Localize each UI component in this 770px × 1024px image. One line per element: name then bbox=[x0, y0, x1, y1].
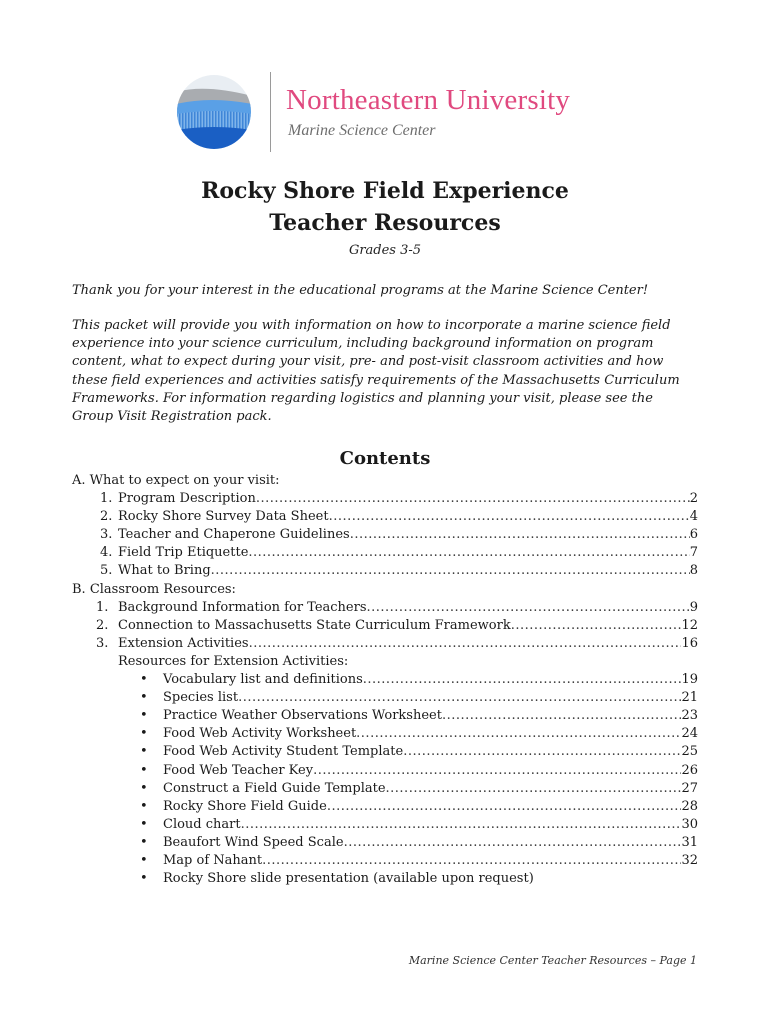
page-title-line2: Teacher Resources bbox=[269, 210, 501, 236]
toc-resource-entry[interactable] bbox=[72, 707, 698, 725]
toc-leader-dots bbox=[350, 526, 690, 544]
toc-leader-dots bbox=[511, 617, 682, 635]
toc-leader-dots bbox=[442, 707, 681, 725]
toc-entry-page: 25 bbox=[681, 744, 698, 760]
toc-resource-entry[interactable] bbox=[72, 798, 698, 816]
toc-entry-title: Teacher and Chaperone Guidelines bbox=[118, 527, 350, 543]
header-logo bbox=[176, 72, 606, 154]
toc-resource-entry[interactable] bbox=[72, 870, 698, 888]
toc-resource-entry[interactable] bbox=[72, 762, 698, 780]
toc-entry-number: 2. bbox=[96, 617, 109, 633]
toc-entry-page: 16 bbox=[681, 635, 698, 651]
toc-leader-dots bbox=[329, 508, 690, 526]
toc-resources-label: Resources for Extension Activities: bbox=[118, 653, 349, 669]
toc-entry-page: 6 bbox=[689, 527, 698, 543]
toc-entry-page: 27 bbox=[681, 780, 698, 796]
bullet-icon: • bbox=[140, 708, 148, 724]
table-of-contents bbox=[72, 472, 698, 888]
toc-section-b bbox=[72, 581, 698, 599]
toc-leader-dots bbox=[256, 490, 690, 508]
toc-entry-title: Extension Activities bbox=[118, 635, 249, 651]
bullet-icon: • bbox=[140, 672, 148, 688]
toc-entry-title: Species list bbox=[163, 690, 239, 706]
toc-entry-title: Food Web Teacher Key bbox=[163, 762, 314, 778]
toc-resource-entry[interactable] bbox=[72, 725, 698, 743]
bullet-icon: • bbox=[140, 852, 148, 868]
logo-divider bbox=[270, 72, 271, 152]
toc-entry-title: Rocky Shore Field Guide bbox=[163, 798, 327, 814]
toc-entry-page: 7 bbox=[689, 545, 698, 561]
toc-entry[interactable] bbox=[72, 544, 698, 562]
toc-entry-number: 4. bbox=[100, 545, 113, 561]
toc-leader-dots bbox=[248, 544, 689, 562]
marine-science-logo-icon bbox=[176, 74, 252, 150]
toc-leader-dots bbox=[241, 816, 682, 834]
toc-entry-page: 2 bbox=[689, 491, 698, 507]
toc-entry-page: 4 bbox=[689, 509, 698, 525]
toc-leader-dots bbox=[249, 635, 682, 653]
toc-entry-page: 31 bbox=[681, 834, 698, 850]
toc-leader-dots bbox=[327, 798, 682, 816]
toc-resource-entry[interactable] bbox=[72, 780, 698, 798]
toc-entry-page: 30 bbox=[681, 816, 698, 832]
toc-resources-heading bbox=[72, 653, 698, 671]
toc-entry-title: Connection to Massachusetts State Curriculum Framework bbox=[118, 617, 511, 633]
toc-leader-dots bbox=[344, 834, 682, 852]
toc-entry-title: Construct a Field Guide Template bbox=[163, 780, 386, 796]
bullet-icon: • bbox=[140, 762, 148, 778]
toc-entry-number: 2. bbox=[100, 509, 113, 525]
bullet-icon: • bbox=[140, 780, 148, 796]
grades-label: Grades 3-5 bbox=[348, 243, 422, 258]
toc-entry-title: Cloud chart bbox=[163, 816, 241, 832]
toc-resource-entry[interactable] bbox=[72, 834, 698, 852]
toc-entry-title: Beaufort Wind Speed Scale bbox=[163, 834, 344, 850]
toc-entry-number: 5. bbox=[100, 563, 113, 579]
toc-entry[interactable] bbox=[72, 635, 698, 653]
toc-resource-entry[interactable] bbox=[72, 816, 698, 834]
toc-entry-page: 26 bbox=[681, 762, 698, 778]
bullet-icon: • bbox=[140, 816, 148, 832]
toc-entry-title: Program Description bbox=[118, 491, 256, 507]
toc-entry-title: Rocky Shore slide presentation (available upon request) bbox=[163, 871, 534, 887]
bullet-icon: • bbox=[140, 834, 148, 850]
toc-entry-title: What to Bring bbox=[118, 563, 211, 579]
toc-entry-number: 3. bbox=[100, 527, 113, 543]
toc-leader-dots bbox=[403, 743, 681, 761]
bullet-icon: • bbox=[140, 744, 148, 760]
university-name: Northeastern University bbox=[286, 84, 571, 116]
toc-entry-page: 24 bbox=[681, 726, 698, 742]
toc-entry-title: Food Web Activity Worksheet bbox=[163, 726, 357, 742]
toc-entry-number: 1. bbox=[100, 491, 113, 507]
toc-entry-page: 19 bbox=[681, 672, 698, 688]
bullet-icon: • bbox=[140, 871, 148, 887]
bullet-icon: • bbox=[140, 726, 148, 742]
contents-heading: Contents bbox=[339, 448, 431, 469]
toc-section-a bbox=[72, 472, 698, 490]
toc-entry-number: 3. bbox=[96, 635, 109, 651]
toc-entry-page: 28 bbox=[681, 798, 698, 814]
toc-entry-page: 21 bbox=[681, 690, 698, 706]
toc-section-a-label: A. What to expect on your visit: bbox=[72, 473, 280, 488]
intro-paragraph-thanks: Thank you for your interest in the educational programs at the Marine Science Center! bbox=[72, 283, 649, 298]
toc-entry[interactable] bbox=[72, 508, 698, 526]
center-name: Marine Science Center bbox=[288, 122, 436, 139]
toc-entry[interactable] bbox=[72, 599, 698, 617]
page-title-line1: Rocky Shore Field Experience bbox=[201, 178, 569, 204]
toc-leader-dots bbox=[363, 671, 682, 689]
toc-leader-dots bbox=[356, 725, 681, 743]
toc-leader-dots bbox=[367, 599, 690, 617]
toc-entry-title: Background Information for Teachers bbox=[118, 599, 367, 615]
toc-entry-page: 12 bbox=[681, 617, 698, 633]
toc-entry-title: Practice Weather Observations Worksheet bbox=[163, 708, 442, 724]
toc-resource-entry[interactable] bbox=[72, 671, 698, 689]
toc-resource-entry[interactable] bbox=[72, 852, 698, 870]
toc-entry-title: Field Trip Etiquette bbox=[118, 545, 249, 561]
toc-entry-title: Map of Nahant bbox=[163, 852, 263, 868]
page-footer: Marine Science Center Teacher Resources – Page 1 bbox=[408, 954, 697, 967]
toc-entry[interactable] bbox=[72, 490, 698, 508]
toc-entry-title: Rocky Shore Survey Data Sheet bbox=[118, 509, 329, 525]
toc-entry-title: Vocabulary list and definitions bbox=[163, 672, 363, 688]
toc-entry-number: 1. bbox=[96, 599, 109, 615]
toc-entry-page: 8 bbox=[689, 563, 698, 579]
toc-section-b-label: B. Classroom Resources: bbox=[72, 581, 236, 597]
toc-leader-dots bbox=[313, 762, 681, 780]
bullet-icon: • bbox=[140, 798, 148, 814]
toc-resource-entry[interactable] bbox=[72, 743, 698, 761]
toc-entry-page: 9 bbox=[689, 599, 698, 615]
toc-leader-dots bbox=[238, 689, 681, 707]
toc-leader-dots bbox=[386, 780, 682, 798]
toc-entry[interactable] bbox=[72, 617, 698, 635]
toc-entry[interactable] bbox=[72, 562, 698, 580]
toc-leader-dots bbox=[211, 562, 690, 580]
toc-entry-page: 23 bbox=[681, 708, 698, 724]
toc-leader-dots bbox=[262, 852, 681, 870]
intro-paragraph-packet: This packet will provide you with information on how to incorporate a marine science field experience into your science curriculum, including background information on program content, what to expect during your visit, pre- and post-visit classroom activities and how these field experiences and activities satisfy requirements of the Massachusetts Curriculum Frameworks. For information regarding logistics and planning your visit, please see the Group Visit Registration pack. bbox=[72, 318, 680, 425]
toc-entry-title: Food Web Activity Student Template bbox=[163, 744, 404, 760]
toc-resource-entry[interactable] bbox=[72, 689, 698, 707]
toc-entry[interactable] bbox=[72, 526, 698, 544]
toc-entry-page: 32 bbox=[681, 852, 698, 868]
bullet-icon: • bbox=[140, 690, 148, 706]
